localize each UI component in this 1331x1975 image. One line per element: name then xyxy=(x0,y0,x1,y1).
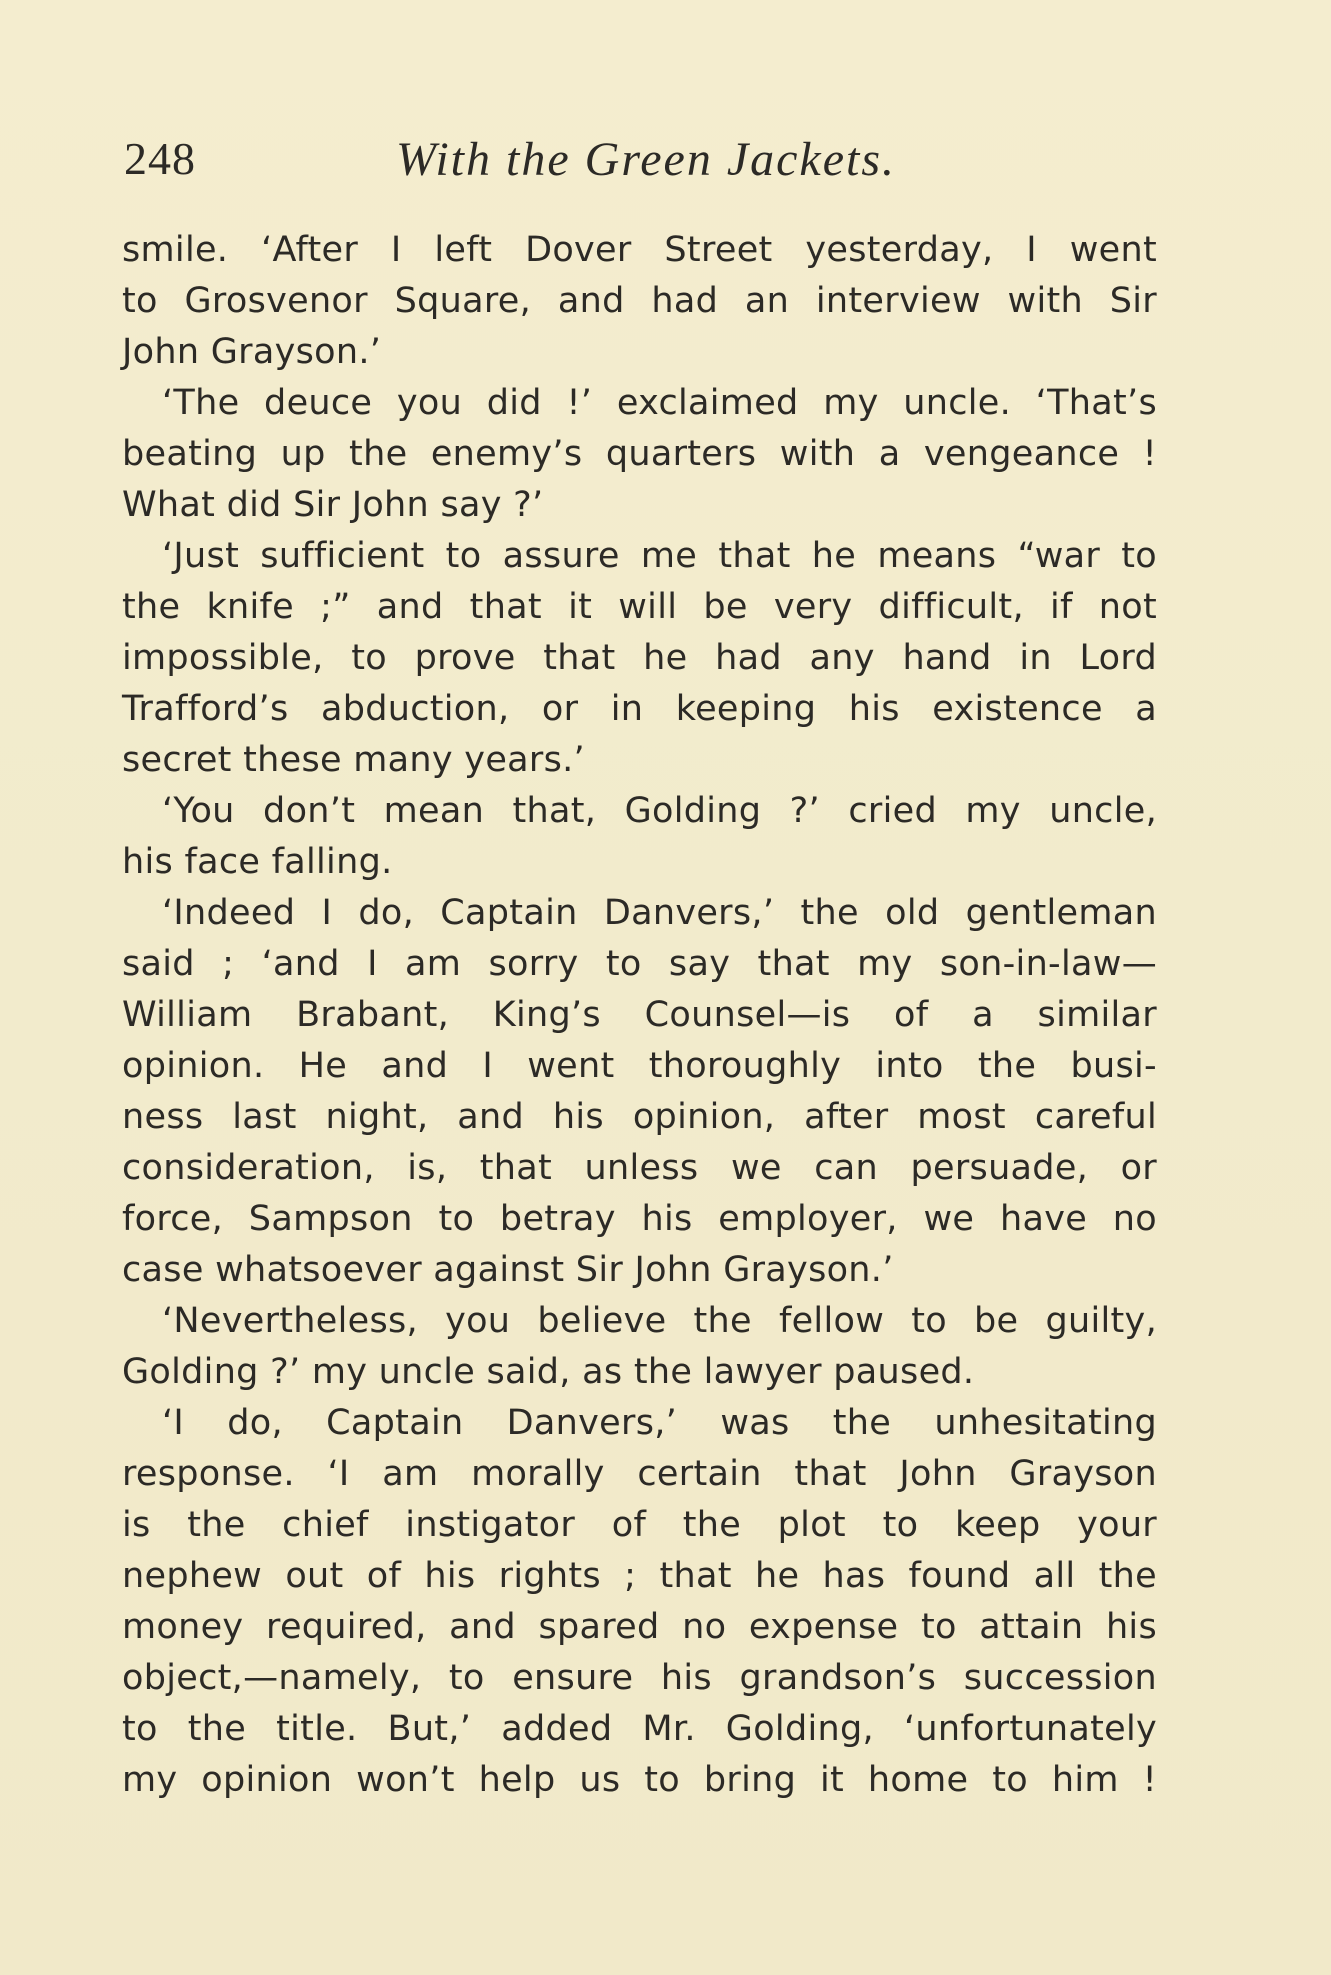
text-line: object,—namely, to ensure his grandson’s succession xyxy=(122,1658,1157,1698)
page-header xyxy=(124,132,1174,192)
text-line: William Brabant, King’s Counsel—is of a similar xyxy=(122,995,1157,1035)
text-line: ‘Indeed I do, Captain Danvers,’ the old gentleman xyxy=(162,893,1157,933)
text-line: his face falling. xyxy=(122,842,393,882)
text-line: secret these many years.’ xyxy=(122,740,585,780)
running-title: With the Green Jackets. xyxy=(396,133,897,186)
text-line: is the chief instigator of the plot to keep your xyxy=(122,1505,1157,1545)
text-line: nephew out of his rights ; that he has found all the xyxy=(122,1556,1157,1596)
text-line: ‘Nevertheless, you believe the fellow to be guilty, xyxy=(162,1301,1157,1341)
text-line: John Grayson.’ xyxy=(122,332,382,372)
text-line: ‘Just sufficient to assure me that he means “war to xyxy=(162,536,1157,576)
text-line: ‘You don’t mean that, Golding ?’ cried my uncle, xyxy=(162,791,1157,831)
text-line: Golding ?’ my uncle said, as the lawyer paused. xyxy=(122,1352,975,1392)
body-text xyxy=(122,225,1157,1806)
text-line: money required, and spared no expense to attain his xyxy=(122,1607,1157,1647)
text-line: my opinion won’t help us to bring it home to him ! xyxy=(122,1760,1157,1800)
text-line: Trafford’s abduction, or in keeping his existence a xyxy=(122,689,1157,729)
text-line: case whatsoever against Sir John Grayson.’ xyxy=(122,1250,894,1290)
text-line: ness last night, and his opinion, after most careful xyxy=(122,1097,1157,1137)
text-line: smile. ‘After I left Dover Street yesterday, I went xyxy=(122,230,1157,270)
text-line: What did Sir John say ?’ xyxy=(122,485,544,525)
text-line: to the title. But,’ added Mr. Golding, ‘unfortunately xyxy=(122,1709,1157,1749)
text-line: consideration, is, that unless we can persuade, or xyxy=(122,1148,1157,1188)
text-line: the knife ;” and that it will be very difficult, if not xyxy=(122,587,1157,627)
text-line: force, Sampson to betray his employer, we have no xyxy=(122,1199,1157,1239)
page-number: 248 xyxy=(124,133,196,184)
text-line: opinion. He and I went thoroughly into the busi- xyxy=(122,1046,1157,1086)
text-line: impossible, to prove that he had any hand in Lord xyxy=(122,638,1157,678)
text-line: to Grosvenor Square, and had an interview with Sir xyxy=(122,281,1157,321)
text-line: said ; ‘and I am sorry to say that my son-in-law— xyxy=(122,944,1157,984)
text-line: ‘I do, Captain Danvers,’ was the unhesitating xyxy=(162,1403,1157,1443)
text-line: response. ‘I am morally certain that John Grayson xyxy=(122,1454,1157,1494)
text-line: beating up the enemy’s quarters with a vengeance ! xyxy=(122,434,1157,474)
text-line: ‘The deuce you did !’ exclaimed my uncle. ‘That’s xyxy=(162,383,1157,423)
